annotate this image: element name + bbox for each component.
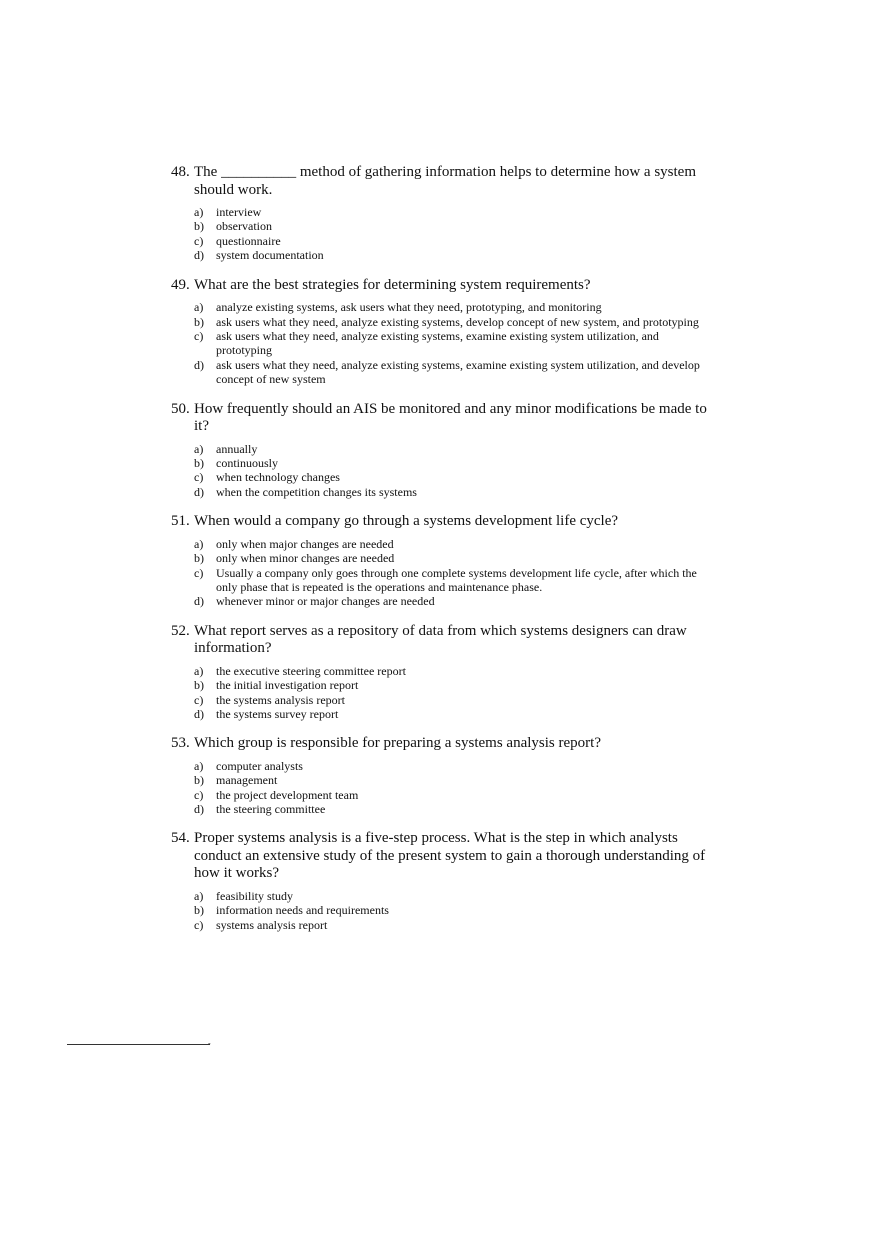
option-text: analyze existing systems, ask users what they need, prototyping, and monitoring bbox=[216, 300, 602, 315]
option-letter: a) bbox=[194, 758, 204, 773]
option-text: interview bbox=[216, 205, 262, 219]
option-letter: d) bbox=[194, 802, 204, 817]
option-letter: b) bbox=[194, 903, 204, 918]
answer-option bbox=[194, 315, 716, 329]
option-letter: d) bbox=[194, 484, 204, 499]
answer-option bbox=[194, 802, 716, 816]
answer-option bbox=[194, 707, 716, 721]
answer-option bbox=[194, 903, 716, 917]
footnote-separator bbox=[67, 1044, 210, 1045]
option-letter: b) bbox=[194, 678, 204, 693]
question-number: 53. bbox=[171, 735, 190, 752]
question-list bbox=[171, 164, 716, 946]
option-text: management bbox=[216, 773, 278, 788]
option-text: systems analysis report bbox=[216, 917, 328, 932]
option-text: computer analysts bbox=[216, 758, 303, 773]
answer-options bbox=[194, 664, 716, 722]
option-letter: b) bbox=[194, 551, 204, 566]
answer-options bbox=[194, 205, 716, 263]
question-stem bbox=[171, 164, 716, 199]
answer-option bbox=[194, 759, 716, 773]
option-letter: d) bbox=[194, 706, 204, 721]
option-letter: c) bbox=[194, 233, 204, 248]
question-stem bbox=[171, 401, 716, 436]
option-text: the initial investigation report bbox=[216, 678, 359, 693]
option-letter: d) bbox=[194, 248, 204, 263]
option-text: observation bbox=[216, 219, 272, 234]
option-letter: b) bbox=[194, 773, 204, 788]
question-text: How frequently should an AIS be monitored and any minor modifications be made to it? bbox=[194, 400, 707, 435]
question-stem bbox=[171, 830, 716, 883]
question-item bbox=[171, 830, 716, 932]
question-number: 51. bbox=[171, 513, 190, 530]
question-item bbox=[171, 513, 716, 609]
question-number: 54. bbox=[171, 830, 190, 847]
answer-option bbox=[194, 537, 716, 551]
question-item bbox=[171, 277, 716, 387]
answer-options bbox=[194, 442, 716, 500]
answer-option bbox=[194, 234, 716, 248]
option-letter: a) bbox=[194, 536, 204, 551]
answer-option bbox=[194, 248, 716, 262]
footnote-mark: - bbox=[208, 1039, 211, 1048]
answer-option bbox=[194, 594, 716, 608]
answer-option bbox=[194, 300, 716, 314]
option-letter: b) bbox=[194, 219, 204, 234]
option-letter: c) bbox=[194, 917, 204, 932]
option-letter: a) bbox=[194, 300, 204, 315]
answer-option bbox=[194, 678, 716, 692]
answer-options bbox=[194, 300, 716, 386]
answer-option bbox=[194, 358, 716, 387]
option-letter: b) bbox=[194, 455, 204, 470]
question-stem bbox=[171, 735, 716, 753]
answer-options bbox=[194, 759, 716, 817]
option-letter: c) bbox=[194, 328, 204, 343]
option-text: the systems survey report bbox=[216, 706, 339, 721]
answer-option bbox=[194, 664, 716, 678]
answer-option bbox=[194, 470, 716, 484]
option-letter: c) bbox=[194, 692, 204, 707]
option-text: the executive steering committee report bbox=[216, 663, 406, 678]
question-text: When would a company go through a systems development life cycle? bbox=[194, 513, 619, 530]
option-text: information needs and requirements bbox=[216, 903, 389, 918]
option-letter: a) bbox=[194, 663, 204, 678]
answer-option bbox=[194, 219, 716, 233]
question-text: The __________ method of gathering information helps to determine how a system should work. bbox=[194, 164, 696, 198]
question-number: 50. bbox=[171, 400, 190, 417]
option-text: the steering committee bbox=[216, 802, 326, 817]
question-number: 49. bbox=[171, 276, 190, 293]
option-letter: a) bbox=[194, 441, 204, 456]
question-item bbox=[171, 735, 716, 816]
answer-option bbox=[194, 442, 716, 456]
question-text: What report serves as a repository of data from which systems designers can draw information? bbox=[194, 622, 687, 657]
option-text: only when minor changes are needed bbox=[216, 551, 395, 566]
question-text: What are the best strategies for determining system requirements? bbox=[194, 276, 591, 293]
option-letter: c) bbox=[194, 565, 204, 580]
option-text: ask users what they need, analyze existing systems, examine existing system utilization, and prototyping bbox=[216, 328, 659, 358]
question-number: 48. bbox=[171, 164, 190, 180]
option-text: ask users what they need, analyze existing systems, develop concept of new system, and prototyping bbox=[216, 314, 699, 329]
question-item bbox=[171, 164, 716, 263]
answer-option bbox=[194, 918, 716, 932]
option-text: feasibility study bbox=[216, 888, 293, 903]
answer-option bbox=[194, 329, 716, 358]
question-stem bbox=[171, 513, 716, 531]
question-stem bbox=[171, 623, 716, 658]
answer-option bbox=[194, 889, 716, 903]
question-item bbox=[171, 401, 716, 500]
option-text: the systems analysis report bbox=[216, 692, 345, 707]
option-text: system documentation bbox=[216, 248, 324, 263]
answer-options bbox=[194, 889, 716, 932]
option-text: annually bbox=[216, 441, 258, 456]
answer-option bbox=[194, 551, 716, 565]
answer-option bbox=[194, 773, 716, 787]
option-letter: c) bbox=[194, 470, 204, 485]
question-item bbox=[171, 623, 716, 722]
option-text: when the competition changes its systems bbox=[216, 484, 417, 499]
question-stem bbox=[171, 277, 716, 295]
option-letter: a) bbox=[194, 205, 204, 219]
option-letter: d) bbox=[194, 594, 204, 609]
answer-option bbox=[194, 456, 716, 470]
option-letter: a) bbox=[194, 888, 204, 903]
option-letter: c) bbox=[194, 787, 204, 802]
option-text: ask users what they need, analyze existing systems, examine existing system utilization, and develop concept of new system bbox=[216, 357, 700, 387]
answer-options bbox=[194, 537, 716, 609]
option-text: the project development team bbox=[216, 787, 359, 802]
question-text: Which group is responsible for preparing a systems analysis report? bbox=[194, 735, 601, 752]
option-letter: d) bbox=[194, 357, 204, 372]
question-number: 52. bbox=[171, 622, 190, 639]
option-text: Usually a company only goes through one complete systems development life cycle, after which the only phase that is repeated is the operations and maintenance phase. bbox=[216, 565, 697, 594]
option-text: continuously bbox=[216, 455, 278, 470]
answer-option bbox=[194, 205, 716, 219]
answer-option bbox=[194, 788, 716, 802]
answer-option bbox=[194, 485, 716, 499]
answer-option bbox=[194, 693, 716, 707]
option-letter: b) bbox=[194, 314, 204, 329]
option-text: whenever minor or major changes are needed bbox=[216, 594, 435, 609]
option-text: questionnaire bbox=[216, 233, 281, 248]
answer-option bbox=[194, 566, 716, 595]
option-text: only when major changes are needed bbox=[216, 536, 394, 551]
question-text: Proper systems analysis is a five-step process. What is the step in which analysts conduct an extensive study of the present system to gain a thorough understanding of how it works? bbox=[194, 830, 706, 882]
option-text: when technology changes bbox=[216, 470, 340, 485]
